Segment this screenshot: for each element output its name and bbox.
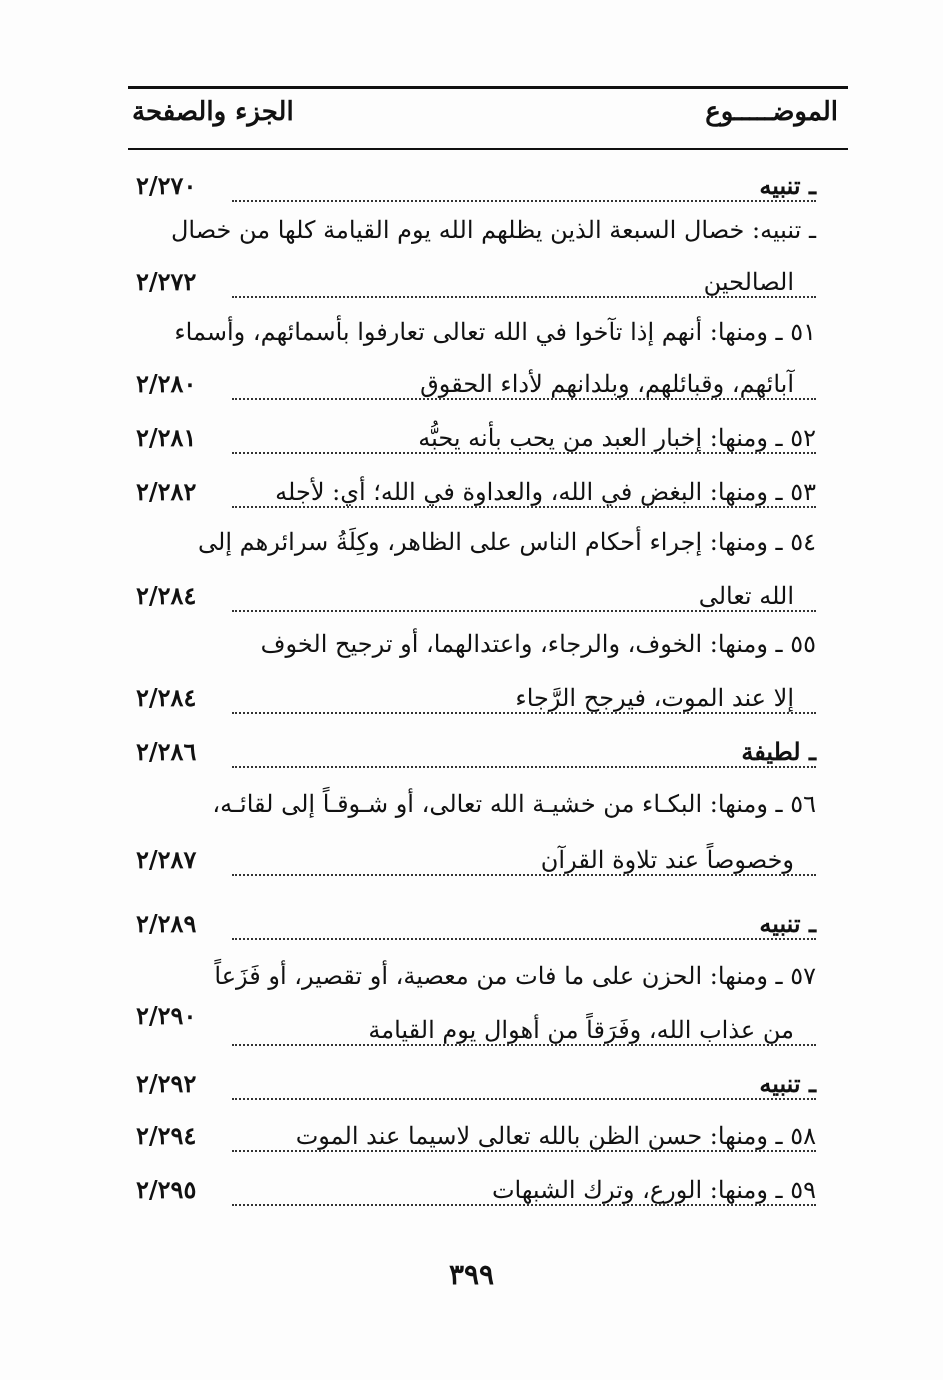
entry-text: الصالحين <box>698 268 794 296</box>
leader-dots <box>232 938 816 940</box>
entry-page-ref: ٢/٢٧٠ <box>136 171 197 200</box>
entry-page-ref: ٢/٢٨٢ <box>136 477 197 506</box>
entry-text: آبائهم، وقبائلهم، وبلدانهم لأداء الحقوق <box>414 370 794 398</box>
page-number: ٣٩٩ <box>448 1258 495 1291</box>
toc-entry[interactable] <box>128 570 816 622</box>
toc-entry[interactable] <box>128 898 816 950</box>
toc-entry[interactable] <box>128 466 816 518</box>
entry-text: الله تعالى <box>693 582 794 610</box>
toc-entry[interactable] <box>128 1110 816 1162</box>
entry-text-line: ـ تنبيه: خصال السبعة الذين يظلهم الله يوم القيامة كلها من خصال <box>170 216 816 244</box>
entry-page-ref: ٢/٢٨٩ <box>136 909 197 938</box>
entry-page-ref: ٢/٢٧٢ <box>136 267 197 296</box>
leader-dots <box>232 1098 816 1100</box>
entry-text: ـ تنبيه <box>753 171 816 200</box>
toc-entry[interactable] <box>128 1058 816 1110</box>
leader-dots <box>232 200 816 202</box>
entry-page-ref: ٢/٢٨٦ <box>136 737 197 766</box>
toc-entry[interactable] <box>128 256 816 308</box>
toc-entry[interactable] <box>128 160 816 212</box>
entry-text: إلا عند الموت، فيرجح الرَّجاء <box>509 684 794 712</box>
entry-page-ref: ٢/٢٨١ <box>136 423 197 452</box>
subject-column-header: الموضـــــوع <box>705 97 838 127</box>
entry-page-ref: ٢/٢٩٥ <box>136 1175 197 1204</box>
entry-text: ـ لطيفة <box>735 737 816 766</box>
entry-text-line: ٥٥ ـ ومنها: الخوف، والرجاء، واعتدالهما، أو ترجيح الخوف <box>260 630 816 658</box>
entry-text: ـ تنبيه <box>753 909 816 938</box>
entry-text: من عذاب الله، وفَرَقاً من أهوال يوم القيامة <box>362 1016 794 1044</box>
entry-text: ـ تنبيه <box>753 1069 816 1098</box>
entry-page-ref: ٢/٢٨٠ <box>136 369 197 398</box>
entry-text: ٥٩ ـ ومنها: الورع، وترك الشبهات <box>486 1176 816 1204</box>
entry-text-line: ٥٧ ـ ومنها: الحزن على ما فات من معصية، أو تقصير، أو فَزَعاً <box>214 962 816 990</box>
entry-text-line: ٥٦ ـ ومنها: البكـاء من خشيـة الله تعالى، أو شـوقـاً إلى لقائـه، <box>212 790 816 818</box>
entry-text: ٥٨ ـ ومنها: حسن الظن بالله تعالى لاسيما عند الموت <box>290 1122 816 1150</box>
part-page-column-header: الجزء والصفحة <box>132 97 294 127</box>
toc-entry[interactable] <box>128 834 816 886</box>
entry-page-ref: ٢/٢٨٧ <box>136 845 197 874</box>
toc-entry[interactable] <box>128 1001 816 1056</box>
entry-page-ref: ٢/٢٩٢ <box>136 1069 197 1098</box>
header-rule <box>128 148 848 150</box>
entry-page-ref: ٢/٢٩٤ <box>136 1121 197 1150</box>
leader-dots <box>232 766 816 768</box>
toc-entry[interactable] <box>128 726 816 778</box>
entry-text-line: ٥١ ـ ومنها: أنهم إذا تآخوا في الله تعالى تعارفوا بأسمائهم، وأسماء <box>174 318 816 346</box>
entry-text-line: ٥٤ ـ ومنها: إجراء أحكام الناس على الظاهر، وكِلَةُ سرائرهم إلى <box>198 528 816 556</box>
entry-page-ref: ٢/٢٩٠ <box>136 1001 197 1030</box>
entry-page-ref: ٢/٢٨٤ <box>136 683 197 712</box>
top-rule <box>128 86 848 89</box>
entry-text: وخصوصاً عند تلاوة القرآن <box>535 846 794 874</box>
toc-entry[interactable] <box>128 672 816 724</box>
entry-text: ٥٢ ـ ومنها: إخبار العبد من يحب بأنه يحبُّه <box>412 424 816 452</box>
entry-text: ٥٣ ـ ومنها: البغض في الله، والعداوة في الله؛ أي: لأجله <box>269 478 816 506</box>
toc-entry[interactable] <box>128 412 816 464</box>
toc-entry[interactable] <box>128 1164 816 1216</box>
entry-page-ref: ٢/٢٨٤ <box>136 581 197 610</box>
toc-entry[interactable] <box>128 358 816 410</box>
